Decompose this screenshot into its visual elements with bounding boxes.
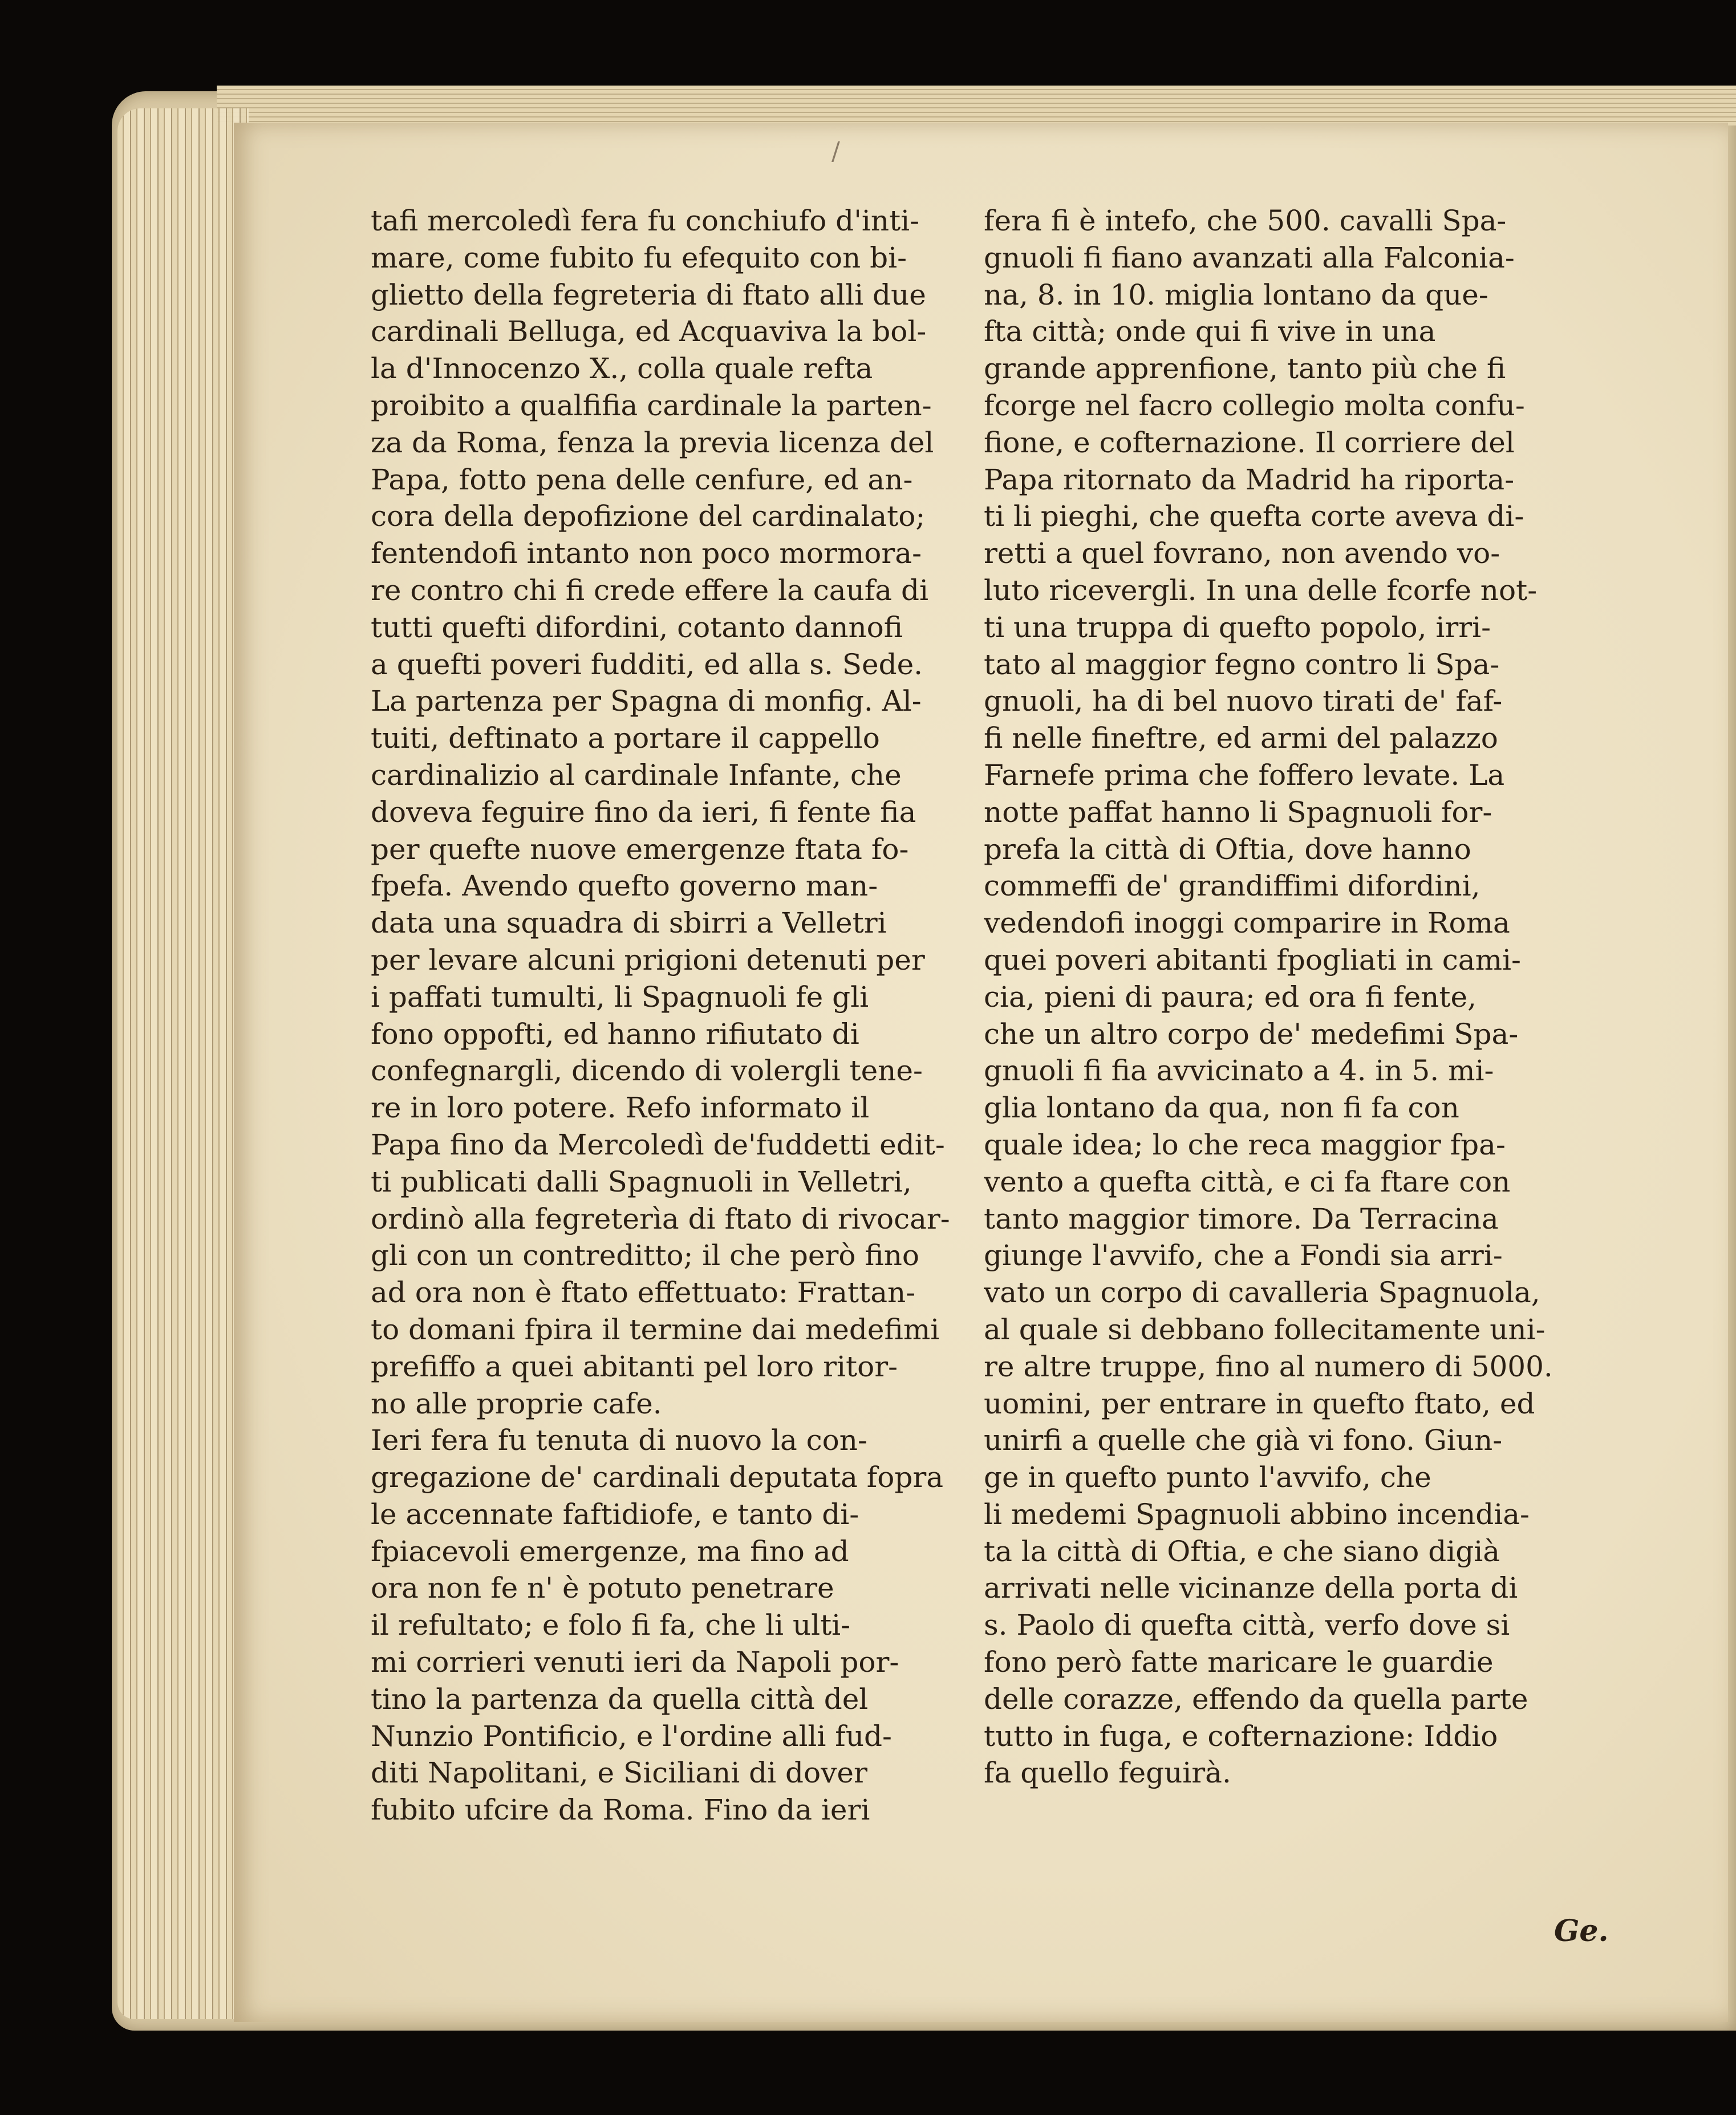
text-line: giunge l'avvifo, che a Fondi sia arri- bbox=[984, 1239, 1503, 1273]
text-line: cia, pieni di paura; ed ora fi fente, bbox=[984, 980, 1477, 1014]
text-line: ta la città di Oftia, e che siano digià bbox=[984, 1534, 1500, 1568]
text-line: Papa, fotto pena delle cenfure, ed an- bbox=[371, 463, 913, 496]
text-line: Ieri fera fu tenuta di nuovo la con- bbox=[371, 1424, 867, 1457]
book-page bbox=[234, 123, 1728, 2022]
text-line: gnuoli, ha di bel nuovo tirati de' faf- bbox=[984, 684, 1503, 718]
text-line: gregazione de' cardinali deputata fopra bbox=[371, 1461, 944, 1494]
text-line: Farnefe prima che foffero levate. La bbox=[984, 758, 1505, 792]
text-line: quale idea; lo che reca maggior fpa- bbox=[984, 1128, 1506, 1161]
text-line: vedendofi inoggi comparire in Roma bbox=[984, 906, 1510, 940]
text-line: ad ora non è ftato effettuato: Frattan- bbox=[371, 1276, 916, 1310]
text-line: ora non fe n' è potuto penetrare bbox=[371, 1571, 834, 1605]
stray-mark: / bbox=[832, 137, 840, 166]
text-line: doveva feguire fino da ieri, fi fente fia bbox=[371, 795, 916, 829]
page-top-edges bbox=[217, 86, 1736, 125]
text-line: li medemi Spagnuoli abbino incendia- bbox=[984, 1497, 1530, 1531]
text-line: uomini, per entrare in quefto ftato, ed bbox=[984, 1387, 1535, 1420]
text-line: La partenza per Spagna di monfig. Al- bbox=[371, 684, 922, 718]
text-line: cardinali Belluga, ed Acquaviva la bol- bbox=[371, 315, 927, 349]
text-line: fono però fatte maricare le guardie bbox=[984, 1646, 1494, 1679]
text-line: Papa ritornato da Madrid ha riporta- bbox=[984, 463, 1515, 496]
text-line: prefiffo a quei abitanti pel loro ritor- bbox=[371, 1350, 898, 1383]
text-line: proibito a qualfifia cardinale la parten- bbox=[371, 388, 932, 422]
text-line: il refultato; e folo fi fa, che li ulti- bbox=[371, 1608, 851, 1642]
text-line: fcorge nel facro collegio molta confu- bbox=[984, 388, 1525, 422]
text-line: tanto maggior timore. Da Terracina bbox=[984, 1202, 1499, 1235]
text-line: gnuoli fi fia avvicinato a 4. in 5. mi- bbox=[984, 1054, 1494, 1088]
text-line: prefa la città di Oftia, dove hanno bbox=[984, 832, 1471, 866]
text-line: fione, e cofternazione. Il corriere del bbox=[984, 426, 1515, 459]
text-line: ti li pieghi, che quefta corte aveva di- bbox=[984, 500, 1524, 533]
text-line: na, 8. in 10. miglia lontano da que- bbox=[984, 278, 1488, 311]
text-line: mare, come fubito fu efequito con bi- bbox=[371, 241, 907, 274]
text-line: vento a quefta città, e ci fa ftare con bbox=[984, 1165, 1511, 1198]
text-line: tuiti, deftinato a portare il cappello bbox=[371, 722, 880, 755]
text-line: ordinò alla fegreterìa di ftato di rivocar- bbox=[371, 1202, 950, 1235]
text-line: Nunzio Pontificio, e l'ordine alli fud- bbox=[371, 1719, 892, 1753]
text-line: commeffi de' grandiffimi difordini, bbox=[984, 869, 1481, 903]
text-line: mi corrieri venuti ieri da Napoli por- bbox=[371, 1646, 899, 1679]
text-line: fpiacevoli emergenze, ma fino ad bbox=[371, 1534, 849, 1568]
text-line: Papa fino da Mercoledì de'fuddetti edit- bbox=[371, 1128, 945, 1161]
text-line: quei poveri abitanti fpogliati in cami- bbox=[984, 943, 1521, 977]
text-line: notte paffat hanno li Spagnuoli for- bbox=[984, 795, 1492, 829]
catchword: Ge. bbox=[1554, 1914, 1609, 1948]
left-text-column bbox=[371, 202, 958, 1829]
text-line: grande apprenfione, tanto più che fi bbox=[984, 352, 1506, 386]
text-line: confegnargli, dicendo di volergli tene- bbox=[371, 1054, 923, 1088]
text-line: tato al maggior fegno contro li Spa- bbox=[984, 647, 1500, 681]
text-line: fentendofi intanto non poco mormora- bbox=[371, 537, 922, 570]
text-line: per quefte nuove emergenze ftata fo- bbox=[371, 832, 909, 866]
text-line: glietto della fegreteria di ftato alli due bbox=[371, 278, 926, 311]
text-line: luto ricevergli. In una delle fcorfe not- bbox=[984, 573, 1538, 607]
text-line: al quale si debbano follecitamente uni- bbox=[984, 1312, 1546, 1346]
page-fore-edges bbox=[117, 108, 249, 2019]
text-line: fono oppofti, ed hanno rifiutato di bbox=[371, 1017, 859, 1051]
text-line: tutto in fuga, e cofternazione: Iddio bbox=[984, 1719, 1498, 1753]
text-line: re altre truppe, fino al numero di 5000. bbox=[984, 1350, 1553, 1383]
text-line: re contro chi fi crede effere la caufa di bbox=[371, 573, 929, 607]
text-line: re in loro potere. Refo informato il bbox=[371, 1091, 870, 1125]
text-line: fera fi è intefo, che 500. cavalli Spa- bbox=[984, 204, 1507, 237]
text-line: fpefa. Avendo quefto governo man- bbox=[371, 869, 878, 903]
text-line: fi nelle fineftre, ed armi del palazzo bbox=[984, 722, 1498, 755]
text-line: i paffati tumulti, li Spagnuoli fe gli bbox=[371, 980, 869, 1014]
text-line: vato un corpo di cavalleria Spagnuola, bbox=[984, 1276, 1540, 1310]
text-line: ti publicati dalli Spagnuoli in Velletri, bbox=[371, 1165, 912, 1198]
text-line: tutti quefti difordini, cotanto dannofi bbox=[371, 610, 903, 644]
text-line: s. Paolo di quefta città, verfo dove si bbox=[984, 1608, 1510, 1642]
text-line: unirfi a quelle che già vi fono. Giun- bbox=[984, 1424, 1503, 1457]
text-line: ti una truppa di quefto popolo, irri- bbox=[984, 610, 1491, 644]
text-line: za da Roma, fenza la previa licenza del bbox=[371, 426, 934, 459]
text-line: gnuoli fi fiano avanzati alla Falconia- bbox=[984, 241, 1515, 274]
text-line: data una squadra di sbirri a Velletri bbox=[371, 906, 887, 940]
text-line: tino la partenza da quella città del bbox=[371, 1682, 869, 1716]
text-line: cora della depofizione del cardinalato; bbox=[371, 500, 926, 533]
text-line: ge in quefto punto l'avvifo, che bbox=[984, 1461, 1431, 1494]
text-line: to domani fpira il termine dai medefimi bbox=[371, 1312, 940, 1346]
text-line: le accennate faftidiofe, e tanto di- bbox=[371, 1497, 859, 1531]
text-line: delle corazze, effendo da quella parte bbox=[984, 1682, 1528, 1716]
text-line: fa quello feguirà. bbox=[984, 1756, 1231, 1790]
text-line: no alle proprie cafe. bbox=[371, 1387, 662, 1420]
text-line: la d'Innocenzo X., colla quale refta bbox=[371, 352, 873, 386]
text-line: glia lontano da qua, non fi fa con bbox=[984, 1091, 1459, 1125]
text-line: per levare alcuni prigioni detenuti per bbox=[371, 943, 925, 977]
text-line: che un altro corpo de' medefimi Spa- bbox=[984, 1017, 1519, 1051]
right-text-column bbox=[984, 202, 1577, 1792]
text-line: fubito ufcire da Roma. Fino da ieri bbox=[371, 1793, 870, 1827]
text-line: cardinalizio al cardinale Infante, che bbox=[371, 758, 902, 792]
text-line: tafi mercoledì fera fu conchiufo d'inti- bbox=[371, 204, 920, 237]
text-line: retti a quel fovrano, non avendo vo- bbox=[984, 537, 1500, 570]
text-line: a quefti poveri fudditi, ed alla s. Sede. bbox=[371, 647, 923, 681]
text-line: fta città; onde qui fi vive in una bbox=[984, 315, 1436, 349]
text-line: gli con un contreditto; il che però fino bbox=[371, 1239, 920, 1273]
text-line: diti Napolitani, e Siciliani di dover bbox=[371, 1756, 867, 1790]
text-line: arrivati nelle vicinanze della porta di bbox=[984, 1571, 1518, 1605]
